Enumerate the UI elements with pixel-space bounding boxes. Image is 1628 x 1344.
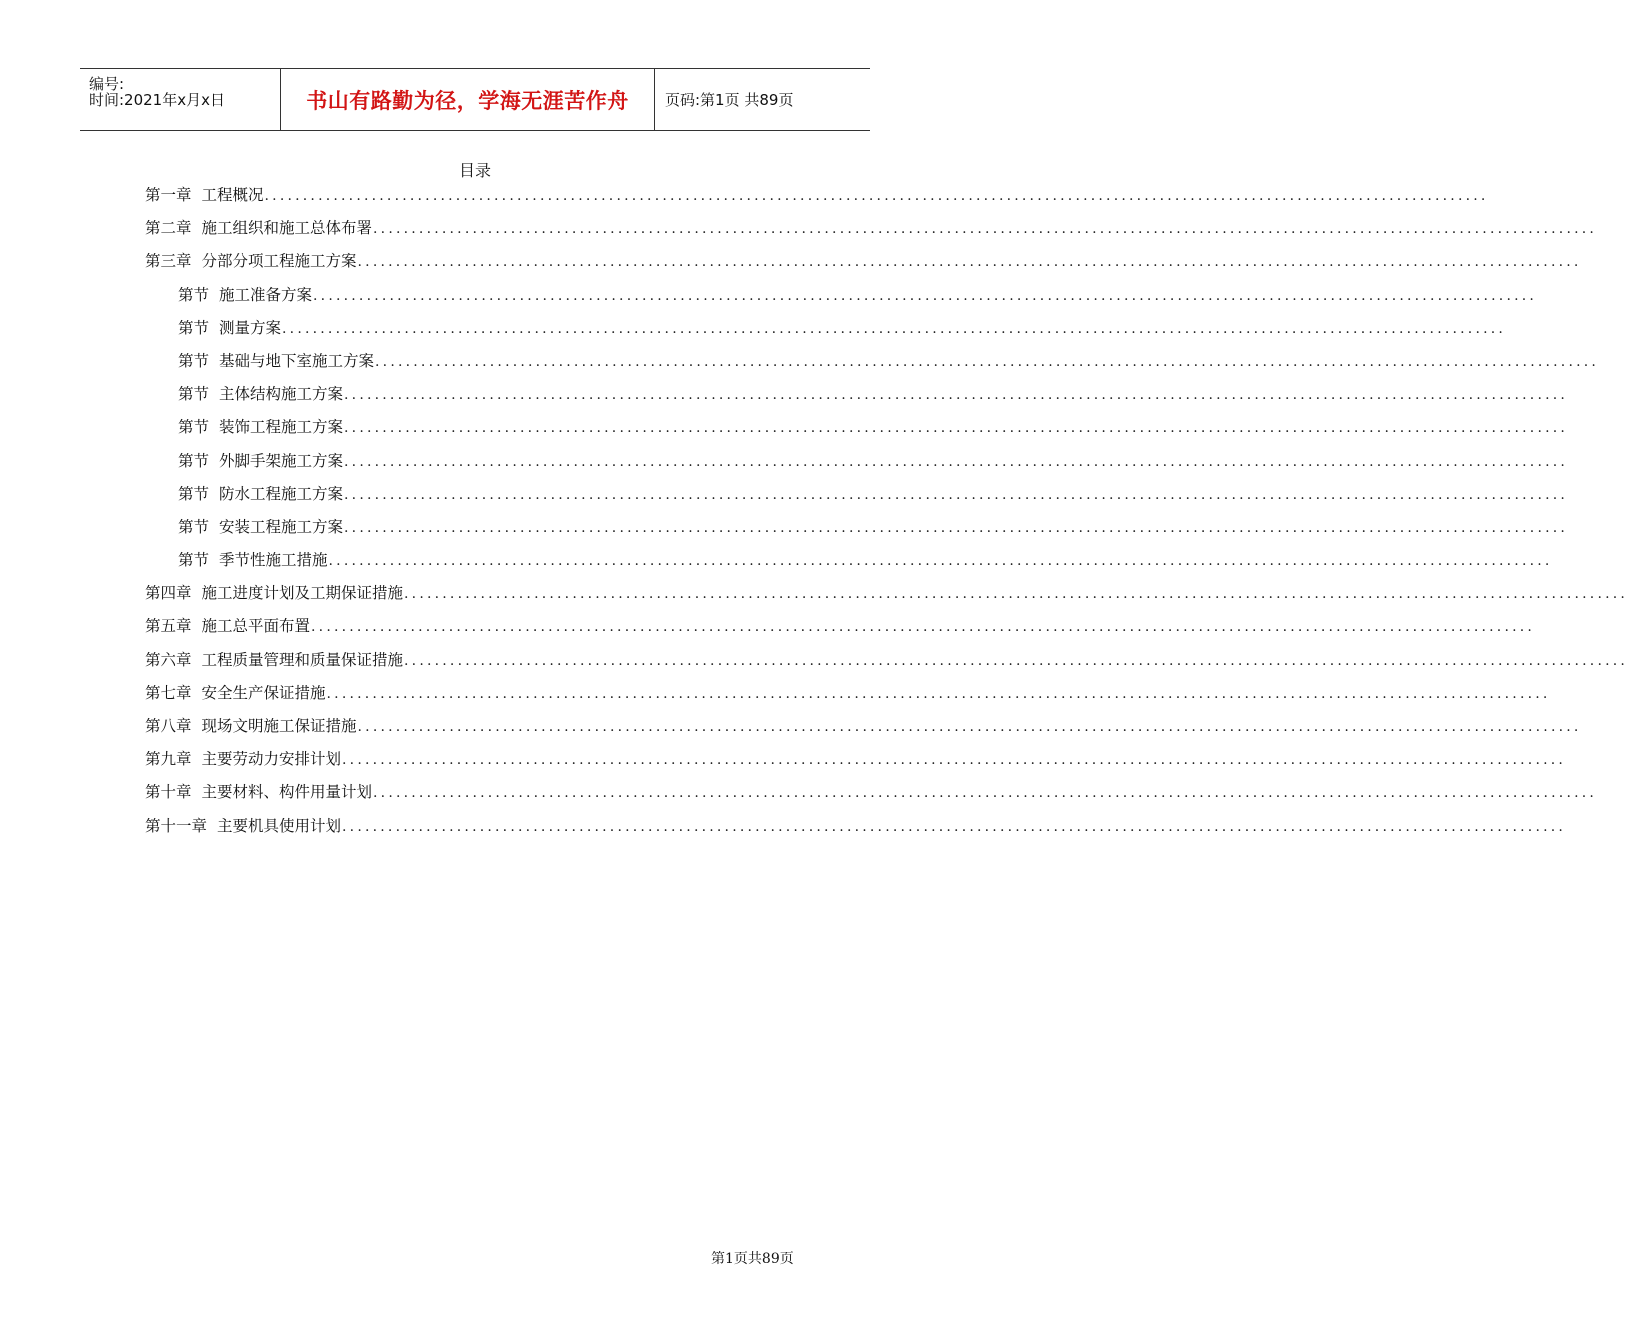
toc-entry-title: 测量方案 xyxy=(219,318,282,337)
toc-entry-number: 第十一章 xyxy=(145,816,208,835)
toc-entry-title: 分部分项工程施工方案 xyxy=(201,252,357,271)
toc-entry-number: 第节 xyxy=(178,551,210,570)
toc-section-entry[interactable] xyxy=(145,478,1569,511)
toc-chapter-entry[interactable] xyxy=(145,610,1536,643)
toc-leader-dots: ................................................................................................................................................................ xyxy=(264,188,1489,204)
toc-entry-number: 第十章 xyxy=(145,783,192,802)
toc-entry-title: 施工进度计划及工期保证措施 xyxy=(201,584,404,603)
toc-entry-number: 第八章 xyxy=(145,717,192,735)
toc-entry-number: 第节 xyxy=(178,285,210,304)
toc-section-entry[interactable] xyxy=(145,411,1569,444)
toc-leader-dots: ................................................................................................................................................................ xyxy=(313,287,1538,304)
toc-entry-number: 第九章 xyxy=(145,750,192,769)
header-motto-cell xyxy=(281,69,655,130)
toc-entry-number: 第节 xyxy=(178,517,210,536)
toc-leader-dots: ................................................................................................................................................................ xyxy=(404,652,1628,669)
toc-section-entry[interactable] xyxy=(145,345,1600,378)
toc-entry-title: 安全生产保证措施 xyxy=(201,683,326,702)
toc-leader-dots: ................................................................................................................................................................ xyxy=(375,353,1600,370)
toc-entry-number: 第六章 xyxy=(145,650,192,669)
toc-entry-number: 第节 xyxy=(178,451,210,470)
toc-section-entry[interactable] xyxy=(145,511,1569,544)
toc-chapter-entry[interactable] xyxy=(145,710,1582,743)
toc-leader-dots: ................................................................................................................................................................ xyxy=(344,453,1569,470)
toc-entry-number: 第七章 xyxy=(145,683,192,702)
toc-entry-title: 施工总平面布置 xyxy=(201,617,311,636)
toc-entry-title: 工程质量管理和质量保证措施 xyxy=(201,650,404,669)
toc-entry-title: 施工准备方案 xyxy=(219,285,313,304)
toc-chapter-entry[interactable] xyxy=(145,644,1628,677)
toc-entry-title: 主要材料、构件用量计划 xyxy=(201,783,373,802)
toc-entry-title: 装饰工程施工方案 xyxy=(219,418,344,437)
toc-leader-dots: ................................................................................................................................................................ xyxy=(373,221,1598,238)
header-page-cell xyxy=(655,69,870,130)
toc-entry-title: 工程概况 xyxy=(201,186,264,204)
toc-leader-dots: ................................................................................................................................................................ xyxy=(326,685,1551,702)
toc-section-entry[interactable] xyxy=(145,544,1553,577)
toc-leader-dots: ................................................................................................................................................................ xyxy=(344,519,1569,536)
toc-leader-dots: ................................................................................................................................................................ xyxy=(373,785,1598,802)
toc-entry-title: 现场文明施工保证措施 xyxy=(201,717,357,735)
toc-entry-title: 季节性施工措施 xyxy=(219,551,328,570)
toc-leader-dots: ................................................................................................................................................................ xyxy=(311,619,1536,636)
toc-entry-number: 第节 xyxy=(178,351,210,370)
toc-entry-number: 第五章 xyxy=(145,617,192,636)
toc-entry-title: 防水工程施工方案 xyxy=(219,484,344,503)
toc-entry-number: 第三章 xyxy=(145,252,192,271)
toc-entry-title: 主体结构施工方案 xyxy=(219,385,344,404)
page-header xyxy=(80,68,870,131)
document-number-label: 编号: xyxy=(89,75,125,93)
toc-leader-dots: ................................................................................................................................................................ xyxy=(342,818,1567,835)
toc-leader-dots: ................................................................................................................................................................ xyxy=(344,486,1569,503)
toc-section-entry[interactable] xyxy=(145,312,1507,345)
toc-leader-dots: ................................................................................................................................................................ xyxy=(342,752,1567,769)
toc-leader-dots: ................................................................................................................................................................ xyxy=(357,719,1582,735)
toc-entry-title: 主要机具使用计划 xyxy=(217,816,342,835)
document-time-label: 时间:2021年x月x日 xyxy=(89,91,225,109)
header-meta xyxy=(80,69,281,130)
toc-section-entry[interactable] xyxy=(145,279,1538,312)
toc-entry-number: 第节 xyxy=(178,385,210,404)
toc-chapter-entry[interactable] xyxy=(145,245,1582,278)
toc-chapter-entry[interactable] xyxy=(145,577,1628,610)
toc-title: 目录 xyxy=(458,161,491,180)
toc-section-entry[interactable] xyxy=(145,445,1569,478)
toc-chapter-entry[interactable] xyxy=(145,810,1567,843)
toc-chapter-entry[interactable] xyxy=(145,776,1598,809)
header-page-number: 页码:第1页 共89页 xyxy=(665,91,794,109)
header-motto: 书山有路勤为径，学海无涯苦作舟 xyxy=(306,88,629,113)
toc-leader-dots: ................................................................................................................................................................ xyxy=(344,420,1569,437)
toc-leader-dots: ................................................................................................................................................................ xyxy=(344,387,1569,404)
toc-leader-dots: ................................................................................................................................................................ xyxy=(357,254,1582,271)
toc-entry-number: 第节 xyxy=(178,418,210,437)
toc-entry-number: 第二章 xyxy=(145,219,192,238)
toc-entry-number: 第节 xyxy=(178,318,210,337)
toc-chapter-entry[interactable] xyxy=(145,212,1598,245)
toc-entry-title: 主要劳动力安排计划 xyxy=(201,750,342,769)
footer-page-number: 第1页共89页 xyxy=(711,1251,794,1267)
toc-entry-title: 外脚手架施工方案 xyxy=(219,451,344,470)
toc-entry-number: 第一章 xyxy=(145,186,192,204)
toc-chapter-entry[interactable] xyxy=(145,677,1551,710)
toc-entry-number: 第节 xyxy=(178,484,210,503)
toc-entry-title: 基础与地下室施工方案 xyxy=(219,351,375,370)
toc-chapter-entry[interactable] xyxy=(145,743,1567,776)
toc-entry-title: 施工组织和施工总体布署 xyxy=(201,219,373,238)
toc-leader-dots: ................................................................................................................................................................ xyxy=(328,553,1553,570)
toc-chapter-entry[interactable] xyxy=(145,179,1489,212)
toc-leader-dots: ................................................................................................................................................................ xyxy=(404,586,1628,603)
toc-section-entry[interactable] xyxy=(145,378,1569,411)
toc-entry-number: 第四章 xyxy=(145,584,192,603)
table-of-contents xyxy=(145,179,1628,843)
toc-entry-title: 安装工程施工方案 xyxy=(219,517,344,536)
toc-leader-dots: ................................................................................................................................................................ xyxy=(282,320,1507,337)
